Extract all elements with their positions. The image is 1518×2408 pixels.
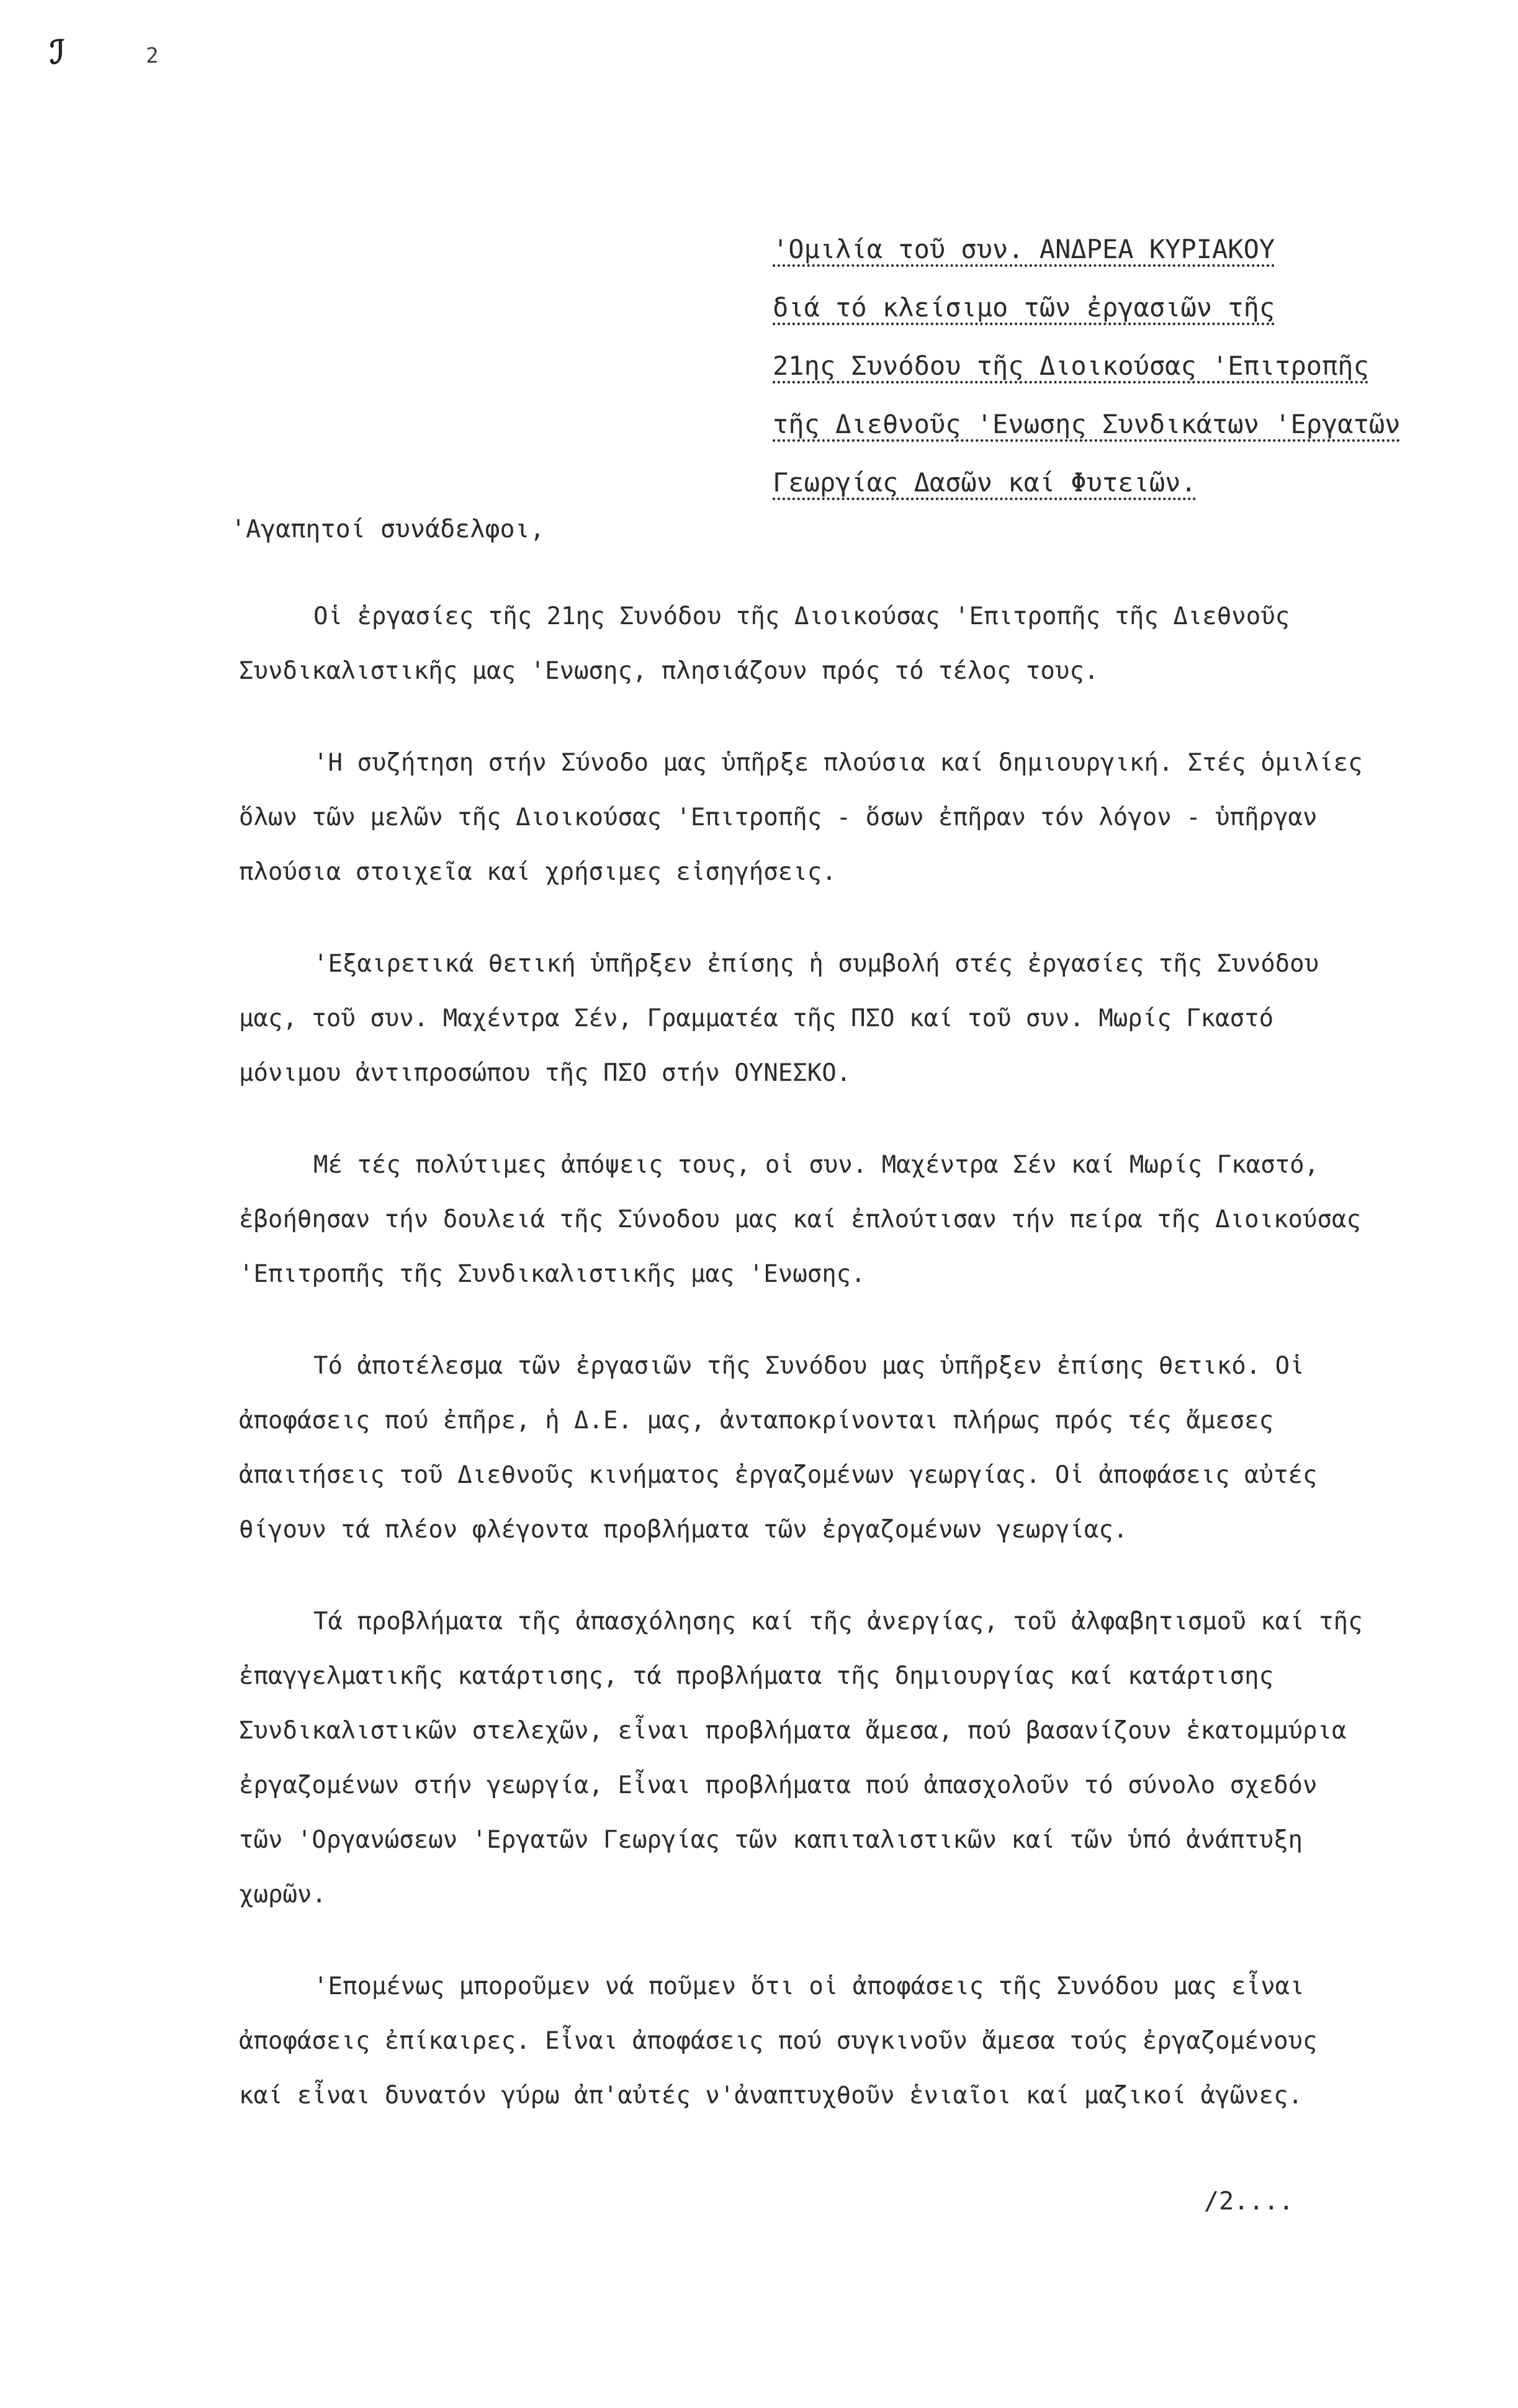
text-line: τῶν 'Οργανώσεων 'Εργατῶν Γεωργίας τῶν καπιταλιστικῶν καί τῶν ὑπό ἀνάπτυξη	[239, 1826, 1303, 1854]
text-line: καί εἶναι δυνατόν γύρω ἀπ'αὐτές ν'ἀναπτυχθοῦν ἑνιαῖοι καί μαζικοί ἀγῶνες.	[239, 2082, 1303, 2110]
text-line: Τό ἀποτέλεσμα τῶν ἐργασιῶν τῆς Συνόδου μας ὑπῆρξεν ἐπίσης θετικό. Οἱ	[313, 1352, 1305, 1380]
heading-line: τῆς Διεθνοῦς 'Ενωσης Συνδικάτων 'Εργατῶν	[773, 409, 1401, 439]
text-line: Μέ τές πολύτιμες ἀπόψεις τους, οἱ συν. Μαχέντρα Σέν καί Μωρίς Γκαστό,	[313, 1151, 1319, 1179]
text-line: Συνδικαλιστικῶν στελεχῶν, εἶναι προβλήματα ἄμεσα, πού βασανίζουν ἑκατομμύρια	[239, 1717, 1347, 1745]
text-line: Συνδικαλιστικῆς μας 'Ενωσης, πλησιάζουν πρός τό τέλος τους.	[239, 657, 1099, 685]
text-line: 'Επομένως μποροῦμεν νά ποῦμεν ὅτι οἱ ἀποφάσεις τῆς Συνόδου μας εἶναι	[313, 1972, 1305, 2000]
text-line: ὅλων τῶν μελῶν τῆς Διοικούσας 'Επιτροπῆς - ὅσων ἐπῆραν τόν λόγον - ὑπῆργαν	[239, 803, 1318, 831]
paragraph-4	[239, 1138, 1443, 1302]
text-line: ἀποφάσεις ἐπίκαιρες. Εἶναι ἀποφάσεις πού συγκινοῦν ἄμεσα τούς ἐργαζομένους	[239, 2027, 1318, 2055]
paragraph-5	[239, 1339, 1443, 1557]
text-line: 'Εξαιρετικά θετική ὑπῆρξεν ἐπίσης ἡ συμβολή στές ἐργασίες τῆς Συνόδου	[313, 950, 1319, 978]
page-continuation-ref: /2....	[1204, 2187, 1294, 2216]
text-line: 'Επιτροπῆς τῆς Συνδικαλιστικῆς μας 'Ενωσης.	[239, 1260, 866, 1288]
body-text	[239, 589, 1443, 2160]
paragraph-1	[239, 589, 1443, 699]
text-line: 'Η συζήτηση στήν Σύνοδο μας ὑπῆρξε πλούσια καί δημιουργική. Στές ὁμιλίες	[313, 749, 1363, 777]
paragraph-2	[239, 736, 1443, 900]
paragraph-3	[239, 937, 1443, 1101]
text-line: ἐργαζομένων στήν γεωργία, Εἶναι προβλήματα πού ἀπασχολοῦν τό σύνολο σχεδόν	[239, 1771, 1318, 1799]
text-line: πλούσια στοιχεῖα καί χρήσιμες εἰσηγήσεις.	[239, 858, 837, 886]
speech-heading	[773, 220, 1406, 512]
heading-line: 21ης Συνόδου τῆς Διοικούσας 'Επιτροπῆς	[773, 351, 1369, 381]
text-line: Οἱ ἐργασίες τῆς 21ης Συνόδου τῆς Διοικούσας 'Επιτροπῆς τῆς Διεθνοῦς	[313, 602, 1290, 630]
text-line: μας, τοῦ συν. Μαχέντρα Σέν, Γραμματέα τῆς ΠΣΟ καί τοῦ συν. Μωρίς Γκαστό	[239, 1005, 1274, 1032]
text-line: ἀπαιτήσεις τοῦ Διεθνοῦς κινήματος ἐργαζομένων γεωργίας. Οἱ ἀποφάσεις αὐτές	[239, 1461, 1318, 1489]
text-line: ἀποφάσεις πού ἐπῆρε, ἡ Δ.Ε. μας, ἀνταποκρίνονται πλήρως πρός τές ἄμεσες	[239, 1407, 1274, 1435]
corner-page-number: 2	[146, 43, 159, 68]
text-line: Τά προβλήματα τῆς ἀπασχόλησης καί τῆς ἀνεργίας, τοῦ ἀλφαβητισμοῦ καί τῆς	[313, 1608, 1363, 1636]
paragraph-7	[239, 1959, 1443, 2123]
text-line: μόνιμου ἀντιπροσώπου τῆς ΠΣΟ στήν ΟΥΝΕΣΚΟ.	[239, 1059, 851, 1087]
text-line: ἐβοήθησαν τήν δουλειά τῆς Σύνοδου μας καί ἐπλούτισαν τήν πείρα τῆς Διοικούσας	[239, 1206, 1361, 1233]
text-line: ἐπαγγελματικῆς κατάρτισης, τά προβλήματα τῆς δημιουργίας καί κατάρτισης	[239, 1662, 1274, 1690]
salutation: 'Αγαπητοί συνάδελφοι,	[231, 515, 545, 544]
heading-line: Γεωργίας Δασῶν καί Φυτειῶν.	[773, 467, 1197, 498]
corner-mark: ℐ	[50, 34, 65, 71]
heading-line: διά τό κλείσιμο τῶν ἐργασιῶν τῆς	[773, 292, 1275, 323]
text-line: θίγουν τά πλέον φλέγοντα προβλήματα τῶν ἐργαζομένων γεωργίας.	[239, 1516, 1128, 1544]
paragraph-6	[239, 1595, 1443, 1922]
text-line: χωρῶν.	[239, 1881, 326, 1909]
heading-line: 'Ομιλία τοῦ συν. ΑΝΔΡΕΑ ΚΥΡΙΑΚΟΥ	[773, 234, 1275, 264]
